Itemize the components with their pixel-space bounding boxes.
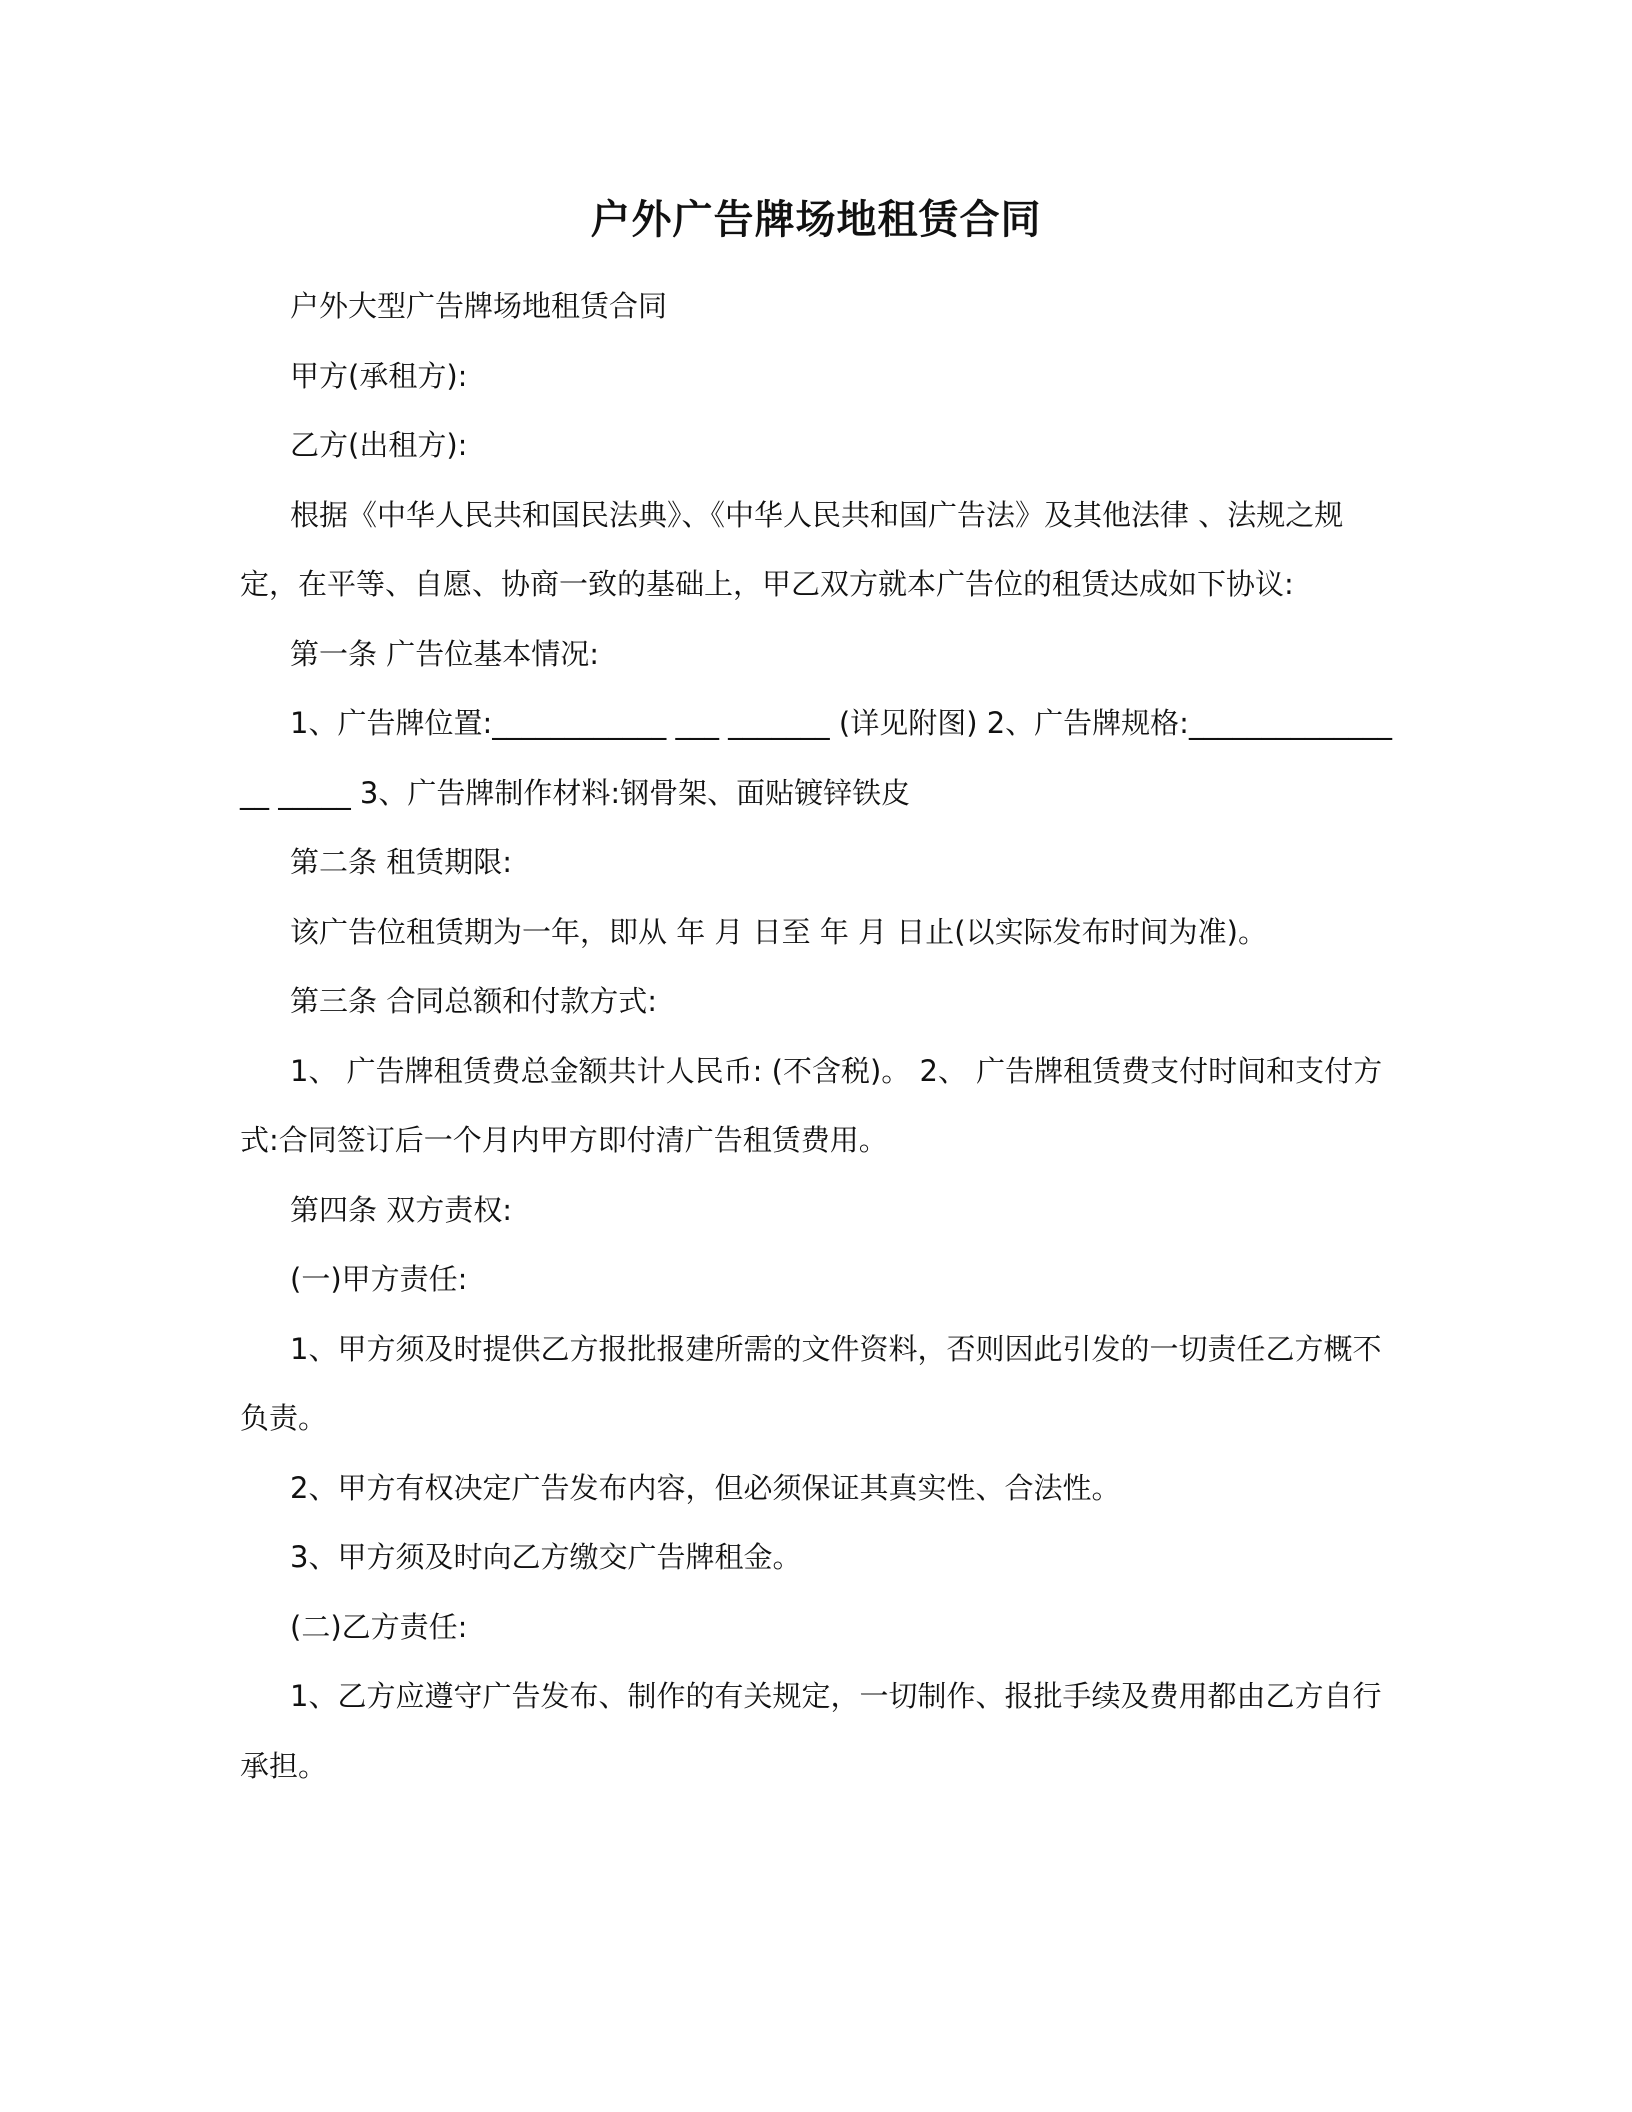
- preamble-paragraph: 根据《中华人民共和国民法典》、《中华人民共和国广告法》及其他法律 、法规之规定，在平等、自愿、协商一致的基础上，甲乙双方就本广告位的租赁达成如下协议:: [240, 497, 1344, 601]
- article-4-heading: 第四条 双方责权:: [290, 1192, 512, 1227]
- subtitle-paragraph: 户外大型广告牌场地租赁合同: [290, 289, 668, 323]
- party-a-duties-heading: (一)甲方责任:: [290, 1262, 468, 1296]
- document-title: 户外广告牌场地租赁合同: [590, 197, 1042, 243]
- article-3-content: 1、 广告牌租赁费总金额共计人民币: (不含税)。 2、 广告牌租赁费支付时间和支付方式:合同签订后一个月内甲方即付清广告租赁费用。: [240, 1053, 1383, 1157]
- article-1-content: 1、广告牌位置:____________ ___ _______ (详见附图) 2、广告牌规格:________________ _____ 3、广告牌制作材料:钢骨架、面贴镀锌铁皮: [240, 706, 1392, 810]
- party-a-line: 甲方(承租方):: [290, 358, 468, 393]
- party-a-duty-1: 1、甲方须及时提供乙方报批报建所需的文件资料，否则因此引发的一切责任乙方概不负责。: [240, 1331, 1382, 1435]
- party-b-line: 乙方(出租方):: [290, 428, 468, 462]
- article-2-heading: 第二条 租赁期限:: [290, 845, 512, 879]
- article-2-content: 该广告位租赁期为一年，即从 年 月 日至 年 月 日止(以实际发布时间为准)。: [290, 914, 1267, 949]
- party-b-duty-1: 1、乙方应遵守广告发布、制作的有关规定，一切制作、报批手续及费用都由乙方自行承担。: [240, 1679, 1382, 1783]
- article-1-heading: 第一条 广告位基本情况:: [290, 636, 599, 671]
- party-b-duties-heading: (二)乙方责任:: [290, 1609, 468, 1644]
- document-body: [240, 272, 1400, 1801]
- article-3-heading: 第三条 合同总额和付款方式:: [290, 984, 657, 1018]
- party-a-duty-3: 3、甲方须及时向乙方缴交广告牌租金。: [290, 1540, 802, 1574]
- party-a-duty-2: 2、甲方有权决定广告发布内容，但必须保证其真实性、合法性。: [290, 1470, 1121, 1505]
